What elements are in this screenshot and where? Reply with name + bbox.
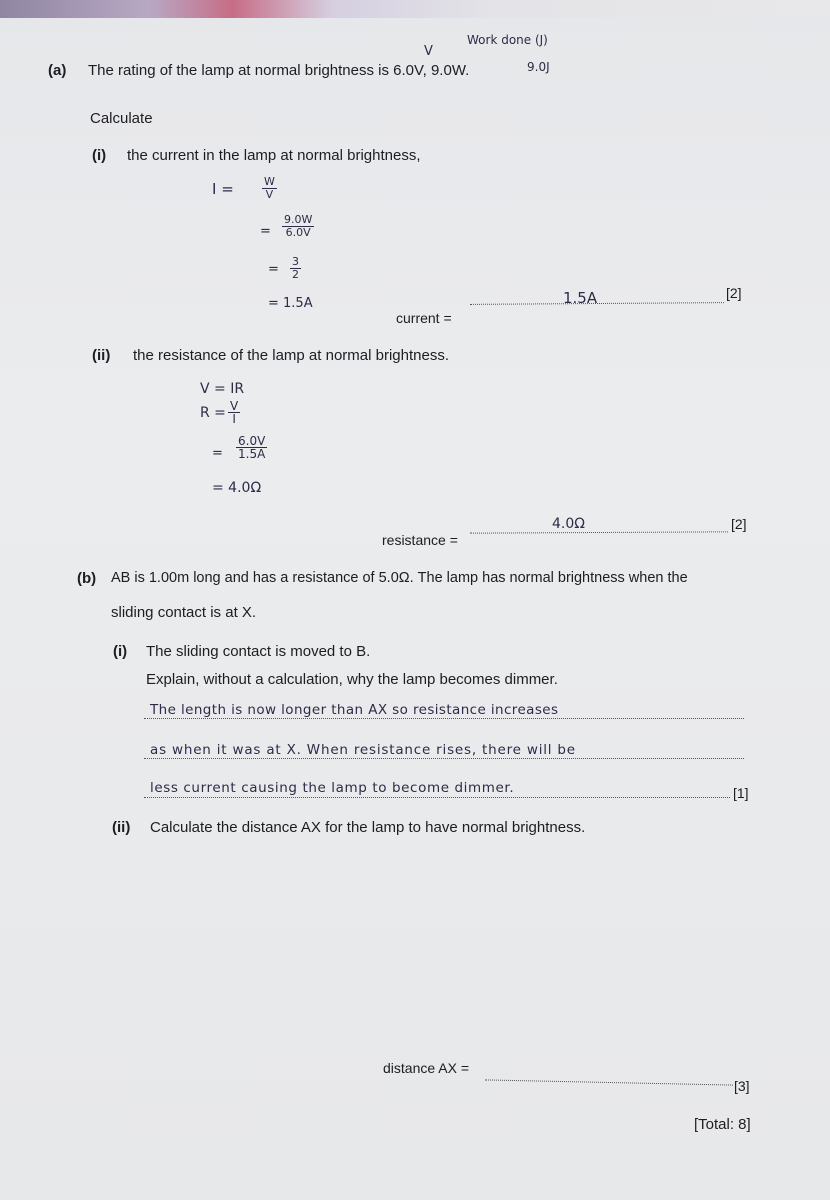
part-b-i-label: (i) bbox=[113, 643, 128, 660]
fraction-numerator: 9.0W bbox=[284, 213, 313, 226]
fraction-numerator: W bbox=[264, 175, 275, 188]
part-a-i-question: the current in the lamp at normal brightness, bbox=[127, 147, 421, 164]
part-a-ii-question: the resistance of the lamp at normal brightness. bbox=[133, 347, 449, 364]
part-a-stem: The rating of the lamp at normal brightness is 6.0V, 9.0W. bbox=[88, 62, 470, 79]
distance-answer-label: distance AX = bbox=[383, 1060, 470, 1076]
part-b-ii-question: Calculate the distance AX for the lamp to have normal brightness. bbox=[150, 819, 586, 836]
part-b-stem-line2: sliding contact is at X. bbox=[111, 604, 257, 621]
explain-answer-text-1: The length is now longer than AX so resistance increases bbox=[150, 702, 559, 718]
resistance-answer-line[interactable] bbox=[470, 531, 728, 533]
working-resistance-line3-eq: = bbox=[212, 446, 223, 461]
explain-answer-text-2: as when it was at X. When resistance rises, there will be bbox=[150, 742, 576, 758]
working-current-line1-lhs: I = bbox=[212, 180, 234, 198]
current-answer-value: 1.5A bbox=[563, 289, 598, 307]
page-top-edge bbox=[0, 0, 830, 18]
working-resistance-line1: V = IR bbox=[200, 381, 245, 397]
margin-note-v: V bbox=[424, 44, 433, 59]
explain-answer-text-3: less current causing the lamp to become dimmer. bbox=[150, 780, 515, 796]
working-current-line3-eq: = bbox=[268, 262, 279, 277]
working-current-line2-eq: = bbox=[260, 224, 271, 239]
part-a-ii-label: (ii) bbox=[92, 347, 111, 364]
resistance-marks: [2] bbox=[731, 516, 747, 532]
part-b-stem-line1: AB is 1.00m long and has a resistance of 5.0Ω. The lamp has normal brightness when the bbox=[111, 570, 688, 586]
fraction-numerator: V bbox=[230, 399, 239, 413]
working-current-result: = 1.5A bbox=[268, 296, 313, 311]
fraction-denominator: 1.5A bbox=[238, 447, 266, 461]
fraction-denominator: V bbox=[265, 188, 274, 201]
fraction-denominator: 6.0V bbox=[285, 226, 311, 239]
resistance-answer-value: 4.0Ω bbox=[552, 516, 585, 532]
resistance-answer-label: resistance = bbox=[382, 532, 458, 548]
working-current-fraction1 bbox=[262, 176, 277, 201]
distance-marks: [3] bbox=[734, 1078, 750, 1094]
working-resistance-line2-lhs: R = bbox=[200, 405, 226, 421]
part-a-i-label: (i) bbox=[92, 147, 107, 164]
working-current-fraction2 bbox=[282, 214, 314, 239]
margin-note-work-done: Work done (J) bbox=[467, 33, 548, 47]
explain-answer-line-3[interactable] bbox=[144, 797, 730, 798]
fraction-numerator: 6.0V bbox=[238, 434, 266, 448]
explain-marks: [1] bbox=[733, 785, 749, 801]
current-marks: [2] bbox=[726, 285, 742, 301]
explain-answer-line-2[interactable] bbox=[144, 758, 744, 759]
working-resistance-fraction1 bbox=[228, 400, 240, 425]
working-resistance-fraction2 bbox=[236, 435, 267, 460]
margin-note-value: 9.0J bbox=[527, 60, 550, 74]
total-marks: [Total: 8] bbox=[694, 1116, 751, 1133]
part-b-i-prompt: Explain, without a calculation, why the lamp becomes dimmer. bbox=[146, 671, 558, 688]
distance-answer-line[interactable] bbox=[485, 1079, 733, 1085]
calculate-heading: Calculate bbox=[90, 110, 153, 127]
part-b-ii-label: (ii) bbox=[112, 819, 131, 836]
part-a-label: (a) bbox=[48, 62, 67, 79]
current-answer-label: current = bbox=[396, 310, 452, 326]
working-current-fraction3 bbox=[290, 256, 301, 281]
fraction-denominator: 2 bbox=[292, 268, 299, 281]
fraction-numerator: 3 bbox=[292, 255, 299, 268]
part-b-i-question: The sliding contact is moved to B. bbox=[146, 643, 371, 660]
part-b-label: (b) bbox=[77, 570, 97, 587]
fraction-denominator: I bbox=[232, 412, 236, 426]
working-resistance-result: = 4.0Ω bbox=[212, 480, 262, 496]
explain-answer-line-1[interactable] bbox=[144, 718, 744, 719]
